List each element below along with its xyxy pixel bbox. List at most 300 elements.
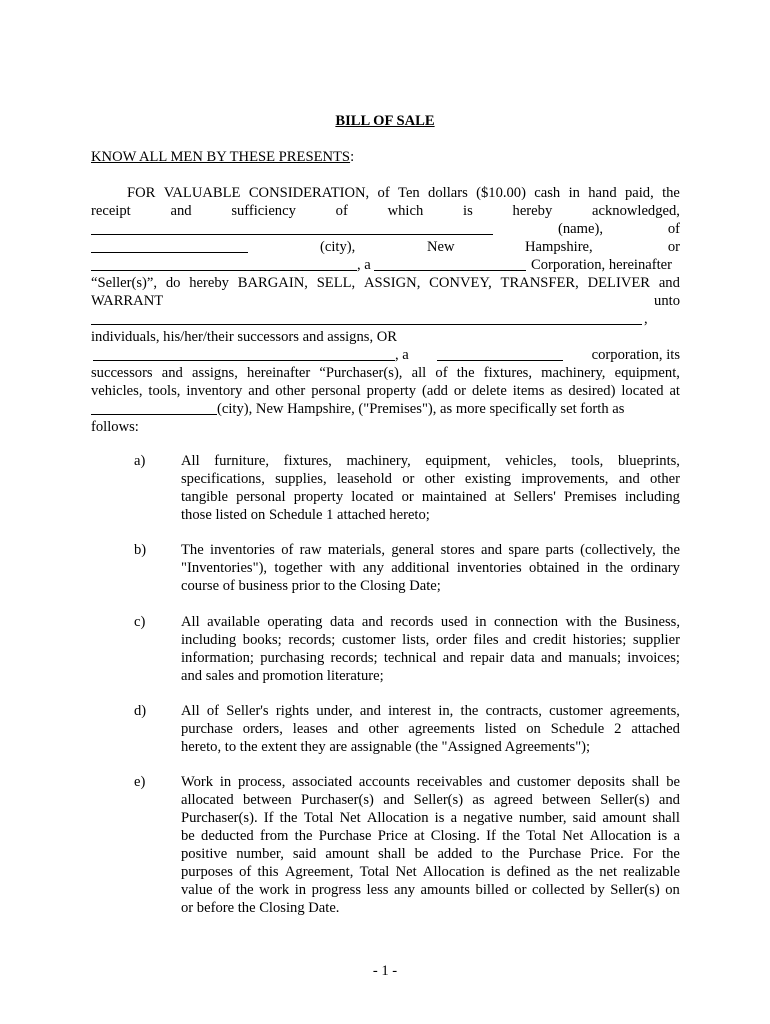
word: records — [390, 614, 434, 630]
word: available — [207, 614, 260, 630]
word: Closing. — [430, 828, 480, 844]
word: (collectively, — [580, 542, 656, 558]
word: the — [501, 846, 520, 862]
word: operating — [267, 614, 323, 630]
word: other — [275, 383, 306, 399]
purchaser-individuals-blank[interactable] — [91, 310, 642, 325]
word: Agreement, — [284, 864, 354, 880]
item-e-label: e) — [134, 774, 146, 790]
word: under, — [316, 703, 353, 719]
word: Sellers' — [513, 489, 556, 505]
seller-entity-blank[interactable] — [91, 256, 357, 271]
item-a-line — [181, 470, 680, 488]
word: and — [170, 203, 192, 219]
word: hand — [588, 185, 617, 201]
word: inventory — [186, 383, 243, 399]
item-b-line: course of business prior to the Closing Date; — [181, 578, 441, 594]
word: in, — [438, 703, 454, 719]
seller-city-line — [91, 238, 680, 256]
word: (add — [421, 383, 448, 399]
word: Seller's — [226, 703, 269, 719]
word: machinery, — [541, 365, 606, 381]
word: manuals; — [568, 650, 622, 666]
word: improvements, — [521, 471, 609, 487]
word: number, — [518, 810, 567, 826]
document-title: BILL OF SALE — [335, 113, 435, 129]
word: in — [568, 185, 580, 201]
word: the — [599, 614, 617, 630]
word: Work — [181, 774, 214, 790]
word: agreed — [493, 792, 533, 808]
a-word: , a — [357, 257, 371, 273]
word: and — [658, 792, 680, 808]
word: supplies, — [275, 471, 327, 487]
word: raw — [299, 542, 322, 558]
word: histories; — [572, 632, 627, 648]
word: Schedule — [550, 721, 605, 737]
word: or — [453, 383, 467, 399]
word: furniture, — [214, 453, 269, 469]
word: “Seller(s)”, — [91, 275, 158, 291]
word: do — [165, 275, 181, 291]
word: the — [605, 560, 624, 576]
word: Premises — [563, 489, 617, 505]
item-e-line — [181, 809, 680, 827]
word: customer — [342, 632, 396, 648]
word: with — [329, 560, 356, 576]
word: deposits — [577, 774, 626, 790]
word: as — [472, 792, 485, 808]
word: and — [383, 792, 405, 808]
word: hereby — [512, 203, 553, 219]
word: items — [512, 383, 545, 399]
word: files — [473, 632, 499, 648]
word: vehicles, — [505, 453, 557, 469]
word: repair — [470, 650, 505, 666]
word: allocated — [181, 792, 234, 808]
word: VALUABLE — [163, 185, 241, 201]
word: cash — [534, 185, 561, 201]
word: inventories — [210, 542, 275, 558]
word: tools, — [148, 383, 181, 399]
word: interest — [388, 703, 432, 719]
word: information; — [181, 650, 254, 666]
word: agreements, — [609, 703, 680, 719]
word: CONVEY, — [429, 275, 492, 291]
word: a — [450, 810, 458, 826]
word: purchase — [181, 721, 233, 737]
word: the — [662, 542, 680, 558]
word: shall — [378, 846, 406, 862]
word: other — [424, 471, 455, 487]
word: and — [337, 721, 359, 737]
word: All — [181, 614, 200, 630]
word: records; — [288, 632, 336, 648]
vehicles-line — [91, 382, 680, 400]
word: Price — [377, 828, 408, 844]
word: is — [657, 828, 668, 844]
word: attached — [631, 721, 680, 737]
word: Allocation — [422, 864, 485, 880]
word: and — [618, 471, 640, 487]
word: is — [463, 203, 473, 219]
word: amount — [602, 810, 647, 826]
word: Seller(s) — [610, 882, 660, 898]
word: Seller(s) — [413, 792, 464, 808]
item-d-line — [181, 720, 680, 738]
item-c-line: and sales and promotion literature; — [181, 668, 384, 684]
word: and — [248, 383, 270, 399]
word: be — [666, 774, 680, 790]
a-word-2: , a — [395, 347, 409, 363]
word: receipt — [91, 203, 131, 219]
word: is — [490, 864, 501, 880]
word: technical — [383, 650, 437, 666]
word: fixtures, — [283, 453, 332, 469]
word: All — [181, 453, 200, 469]
item-c-line — [181, 631, 680, 649]
word: parts — [545, 542, 574, 558]
word: customer — [516, 774, 571, 790]
word: listed — [484, 721, 517, 737]
seller-name-line — [91, 220, 680, 238]
word: customer — [549, 703, 603, 719]
word: personal — [236, 489, 286, 505]
follows-line: follows: — [91, 419, 139, 435]
seller-bargain-line — [91, 274, 680, 292]
word: realizable — [623, 864, 680, 880]
unto-word: unto — [654, 293, 680, 309]
word: acknowledged, — [592, 203, 680, 219]
word: positive — [181, 846, 228, 862]
word: billed — [475, 882, 509, 898]
word: other — [650, 471, 680, 487]
word: successors — [91, 365, 153, 381]
word: obtained — [529, 560, 580, 576]
word: at — [669, 383, 680, 399]
word: spare — [508, 542, 540, 558]
word: equipment, — [614, 365, 680, 381]
word: inventories — [456, 560, 522, 576]
word: 2 — [614, 721, 622, 737]
successors-line — [91, 364, 680, 382]
item-b-line — [181, 541, 680, 559]
corporation-hereinafter: Corporation, hereinafter — [531, 257, 673, 273]
word: All — [181, 703, 200, 719]
word: to — [481, 846, 493, 862]
word: shall — [631, 774, 660, 790]
word: of — [218, 882, 231, 898]
word: as — [550, 383, 563, 399]
corporation-its: corporation, its — [591, 347, 680, 363]
word: value — [181, 882, 213, 898]
word: machinery, — [346, 453, 411, 469]
word: of — [239, 864, 252, 880]
seller-city-blank[interactable] — [91, 238, 248, 253]
word: Purchase — [318, 828, 372, 844]
word: Total — [526, 828, 556, 844]
word: in — [586, 560, 598, 576]
word: Allocation — [366, 810, 429, 826]
warrant-line — [91, 292, 680, 310]
premises-city-line — [91, 400, 680, 418]
word: located — [351, 489, 394, 505]
word: including — [181, 632, 237, 648]
word: FOR — [127, 185, 156, 201]
know-all-text: KNOW ALL MEN BY THESE PRESENTS — [91, 149, 351, 165]
word: amount — [325, 846, 370, 862]
word: dollars — [428, 185, 468, 201]
word: additional — [391, 560, 450, 576]
word: number, — [236, 846, 284, 862]
word: at — [413, 828, 425, 844]
item-a-line — [181, 488, 680, 506]
word: If — [486, 828, 496, 844]
warrant-word: WARRANT — [91, 293, 164, 309]
know-all-colon: : — [350, 149, 355, 165]
word: books; — [242, 632, 282, 648]
city-label: (city), — [320, 239, 356, 255]
word: deducted — [201, 828, 254, 844]
seller-corporation-blank[interactable] — [374, 256, 526, 271]
word: less — [366, 882, 389, 898]
word: ASSIGN, — [364, 275, 421, 291]
item-e-line — [181, 791, 680, 809]
word: defined — [506, 864, 551, 880]
word: lists, — [402, 632, 430, 648]
word: supplier — [632, 632, 680, 648]
word: ($10.00) — [476, 185, 526, 201]
word: negative — [463, 810, 513, 826]
item-e-line — [181, 845, 680, 863]
word: DELIVER — [587, 275, 651, 291]
item-b-line — [181, 559, 680, 577]
purchaser-corporation-blank[interactable] — [437, 346, 563, 361]
word: the — [279, 810, 298, 826]
word: the — [575, 864, 593, 880]
word: on — [526, 721, 541, 737]
word: in — [294, 882, 307, 898]
word: the — [235, 882, 254, 898]
word: the — [662, 185, 680, 201]
word: Purchase — [528, 846, 582, 862]
word: agreements — [408, 721, 475, 737]
word: hereinafter — [247, 365, 311, 381]
word: existing — [464, 471, 512, 487]
word: tangible — [181, 489, 229, 505]
word: on — [665, 882, 680, 898]
item-e-line: or before the Closing Date. — [181, 900, 340, 916]
item-a-line — [181, 452, 680, 470]
word: work — [259, 882, 290, 898]
word: and — [161, 365, 183, 381]
word: property — [366, 383, 417, 399]
word: or — [402, 471, 415, 487]
word: ordinary — [630, 560, 680, 576]
word: used — [440, 614, 468, 630]
word: purchasing — [260, 650, 325, 666]
word: records; — [330, 650, 378, 666]
word: connection — [494, 614, 559, 630]
know-all-heading — [91, 148, 680, 166]
word: Seller(s) — [600, 792, 650, 808]
word: any — [362, 560, 384, 576]
premises-text: (city), New Hampshire, ("Premises"), as more specifically set forth as — [217, 401, 625, 417]
item-d-label: d) — [134, 703, 147, 719]
of-word: of — [667, 221, 680, 237]
word: and — [658, 275, 680, 291]
item-e-line — [181, 773, 680, 791]
word: and — [359, 703, 381, 719]
word: rights — [275, 703, 310, 719]
word: receivables — [416, 774, 483, 790]
premises-city-blank[interactable] — [91, 400, 217, 415]
word: together — [274, 560, 323, 576]
word: shall — [652, 810, 680, 826]
word: the — [460, 703, 479, 719]
word: Ten — [398, 185, 420, 201]
word: and — [540, 650, 563, 666]
word: other — [368, 721, 399, 737]
word: order — [435, 632, 467, 648]
item-e-line — [181, 881, 680, 899]
word: or — [514, 882, 527, 898]
word: BARGAIN, — [237, 275, 308, 291]
word: of — [281, 542, 294, 558]
word: general — [391, 542, 435, 558]
comma: , — [644, 311, 648, 327]
word: TRANSFER, — [500, 275, 579, 291]
word: progress — [311, 882, 362, 898]
word: leases — [292, 721, 328, 737]
word: and — [505, 632, 527, 648]
word: accounts — [358, 774, 410, 790]
item-b-label: b) — [134, 542, 147, 558]
word: of — [377, 185, 390, 201]
word: said — [572, 810, 597, 826]
word: Total — [303, 810, 334, 826]
word: Purchaser(s). — [181, 810, 258, 826]
word: collected — [531, 882, 585, 898]
word: by — [590, 882, 605, 898]
word: the — [294, 828, 313, 844]
word: any — [393, 882, 416, 898]
item-d-line: hereto, to the extent they are assignable (the "Assigned Agreements"); — [181, 739, 591, 755]
seller-name-blank[interactable] — [91, 220, 493, 235]
word: and — [489, 774, 511, 790]
or-word: or — [667, 239, 680, 255]
word: hereby — [189, 275, 229, 291]
item-e-line — [181, 827, 680, 845]
word: with — [565, 614, 592, 630]
word: orders, — [242, 721, 283, 737]
word: be — [181, 828, 195, 844]
word: For — [632, 846, 654, 862]
word: desired) — [568, 383, 616, 399]
word: between — [243, 792, 292, 808]
word: leasehold — [336, 471, 392, 487]
word: in — [475, 614, 487, 630]
word: including — [624, 489, 680, 505]
word: data — [510, 650, 535, 666]
word: the — [502, 828, 520, 844]
word: credit — [532, 632, 567, 648]
page-number: - 1 - — [372, 963, 398, 979]
word: or — [401, 489, 414, 505]
word: between — [542, 792, 591, 808]
word: of — [206, 703, 220, 719]
word: process, — [237, 774, 286, 790]
word: and — [480, 542, 503, 558]
word: specifications, — [181, 471, 265, 487]
word: materials, — [327, 542, 386, 558]
word: Business, — [624, 614, 680, 630]
word: "Inventories"), — [181, 560, 268, 576]
consideration-line-2 — [91, 202, 680, 220]
word: assigns, — [192, 365, 238, 381]
word: the — [456, 365, 475, 381]
word: a — [673, 828, 680, 844]
item-c-label: c) — [134, 614, 146, 630]
word: purposes — [181, 864, 233, 880]
word: equipment, — [425, 453, 491, 469]
item-a-line: those listed on Schedule 1 attached hereto; — [181, 507, 430, 523]
word: located — [621, 383, 664, 399]
word: stores — [440, 542, 475, 558]
word: added — [437, 846, 473, 862]
word: fixtures, — [483, 365, 532, 381]
state-hampshire: Hampshire, — [525, 239, 593, 255]
word: of — [435, 365, 448, 381]
word: paid, — [624, 185, 654, 201]
word: and — [442, 650, 464, 666]
word: Net — [562, 828, 584, 844]
individuals-line: individuals, his/her/their successors and assigns, OR — [91, 329, 398, 345]
word: Net — [339, 810, 361, 826]
word: maintained — [421, 489, 487, 505]
word: If — [263, 810, 274, 826]
word: sufficiency — [231, 203, 296, 219]
word: which — [387, 203, 424, 219]
word: SELL, — [316, 275, 356, 291]
word: tools, — [571, 453, 604, 469]
word: all — [411, 365, 427, 381]
word: delete — [471, 383, 507, 399]
word: personal — [311, 383, 361, 399]
purchaser-individuals-line — [91, 310, 680, 328]
item-a-label: a) — [134, 453, 146, 469]
consideration-line-1 — [127, 184, 680, 202]
state-new: New — [427, 239, 455, 255]
word: The — [181, 542, 204, 558]
word: property — [293, 489, 344, 505]
word: this — [257, 864, 279, 880]
item-e-line — [181, 863, 680, 881]
purchaser-corporation-line — [91, 346, 680, 364]
word: Purchaser(s) — [300, 792, 374, 808]
word: invoices; — [627, 650, 680, 666]
word: contracts, — [485, 703, 542, 719]
item-c-line — [181, 613, 680, 631]
word: the — [662, 846, 680, 862]
purchaser-name-blank[interactable] — [93, 346, 395, 361]
word: is — [434, 810, 445, 826]
word: Allocation — [589, 828, 652, 844]
word: CONSIDERATION, — [248, 185, 370, 201]
word: Price. — [590, 846, 624, 862]
word: said — [292, 846, 317, 862]
seller-corporation-line — [91, 256, 680, 274]
